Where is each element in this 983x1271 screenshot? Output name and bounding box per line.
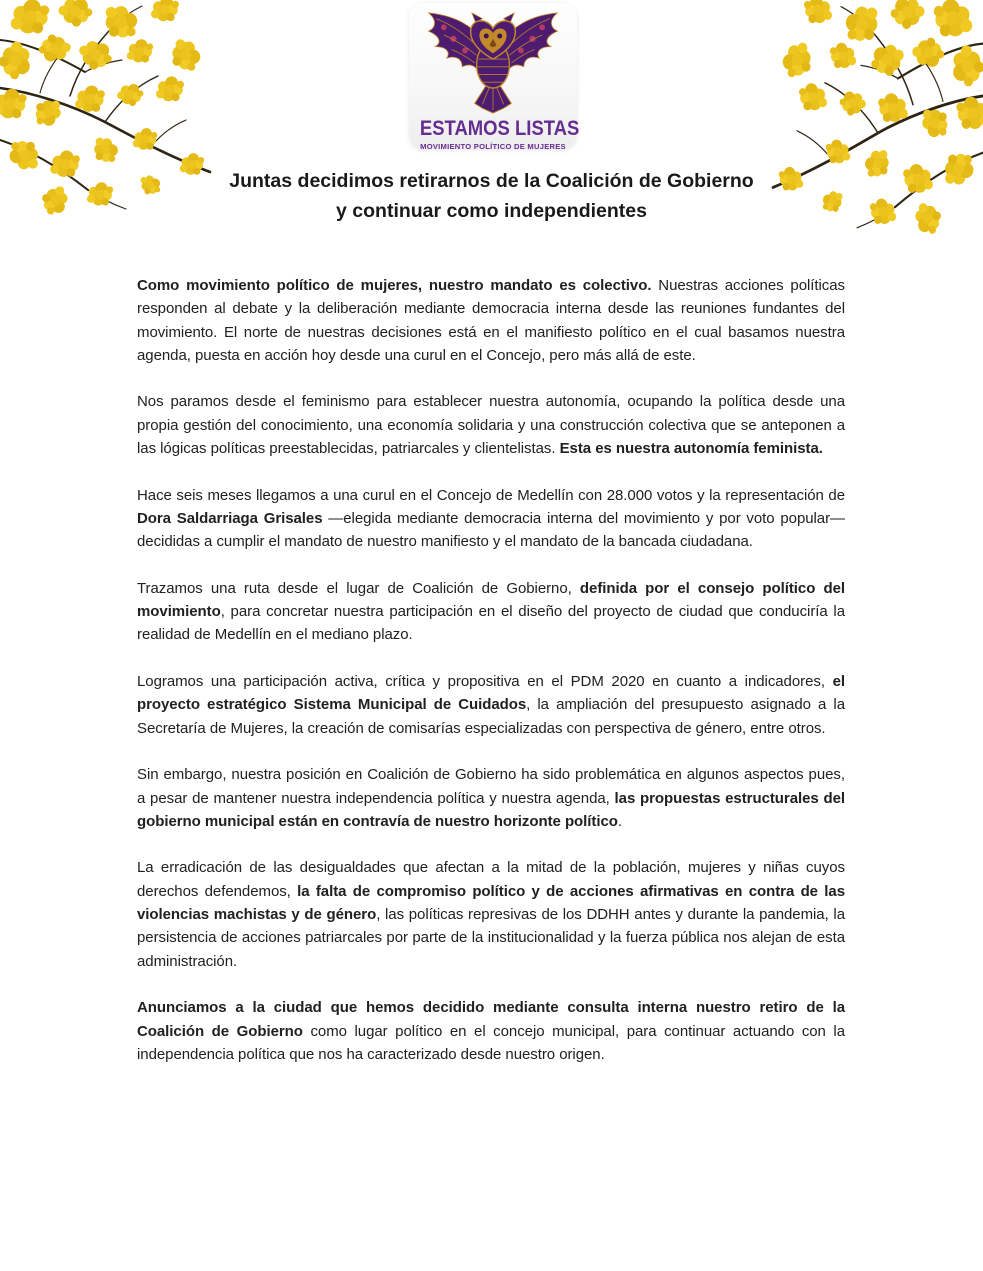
document-title (0, 166, 983, 226)
paragraph: Trazamos una ruta desde el lugar de Coalición de Gobierno, definida por el consejo político del movimiento, para concretar nuestra participación en el diseño del proyecto de ciudad que conduciría la realidad de Medellín en el mediano plazo. (137, 579, 845, 644)
paragraph: La erradicación de las desigualdades que afectan a la mitad de la población, mujeres y niñas cuyos derechos defendemos, la falta de compromiso político y de acciones afirmativas en contra de las violencias machistas y de género, las políticas represivas de los DDHH antes y durante la pandemia, la persistencia de acciones patriarcales por parte de la institucionalidad y la fuerza pública nos alejan de esta administración. (137, 859, 845, 970)
document-body (137, 274, 845, 1089)
paragraph: Nos paramos desde el feminismo para establecer nuestra autonomía, ocupando la política desde una propia gestión del conocimiento, una economía solidaria y una construcción colectiva que se anteponen a las lógicas políticas preestablecidas, patriarcales y clientelistas. Esta es nuestra autonomía feminista. (137, 393, 845, 458)
paragraph: Sin embargo, nuestra posición en Coalición de Gobierno ha sido problemática en algunos aspectos pues, a pesar de mantener nuestra independencia política y nuestra agenda, las propuestas estructurales del gobierno municipal están en contravía de nuestro horizonte político. (137, 766, 845, 830)
title-line-1: Juntas decidimos retirarnos de la Coalición de Gobierno (229, 170, 754, 192)
logo-tagline: MOVIMIENTO POLÍTICO DE MUJERES (420, 142, 566, 151)
owl-spread-wings-icon (409, 9, 577, 120)
title-line-2: y continuar como independientes (336, 200, 647, 222)
paragraph: Como movimiento político de mujeres, nuestro mandato es colectivo. Nuestras acciones políticas responden al debate y la deliberación mediante democracia interna desde las reuniones fundantes del movimiento. El norte de nuestras decisiones está en el manifiesto político en el cual basamos nuestra agenda, puesta en acción hoy desde una curul en el Concejo, pero más allá de este. (137, 277, 845, 364)
estamos-listas-logo (409, 3, 580, 151)
paragraph: Anunciamos a la ciudad que hemos decidido mediante consulta interna nuestro retiro de la Coalición de Gobierno como lugar político en el concejo municipal, para continuar actuando con la independencia política que nos ha caracterizado desde nuestro origen. (137, 999, 845, 1063)
paragraph: Hace seis meses llegamos a una curul en el Concejo de Medellín con 28.000 votos y la representación de Dora Saldarriaga Grisales —elegida mediante democracia interna del movimiento y por voto popular— decididas a cumplir el mandato de nuestro manifiesto y el mandato de la bancada ciudadana. (137, 486, 845, 551)
logo-wordmark: ESTAMOS LISTAS (419, 117, 580, 140)
paragraph: Logramos una participación activa, crítica y propositiva en el PDM 2020 en cuanto a indicadores, el proyecto estratégico Sistema Municipal de Cuidados, la ampliación del presupuesto asignado a la Secretaría de Mujeres, la creación de comisarías especializadas con perspectiva de género, entre otros. (137, 673, 845, 737)
